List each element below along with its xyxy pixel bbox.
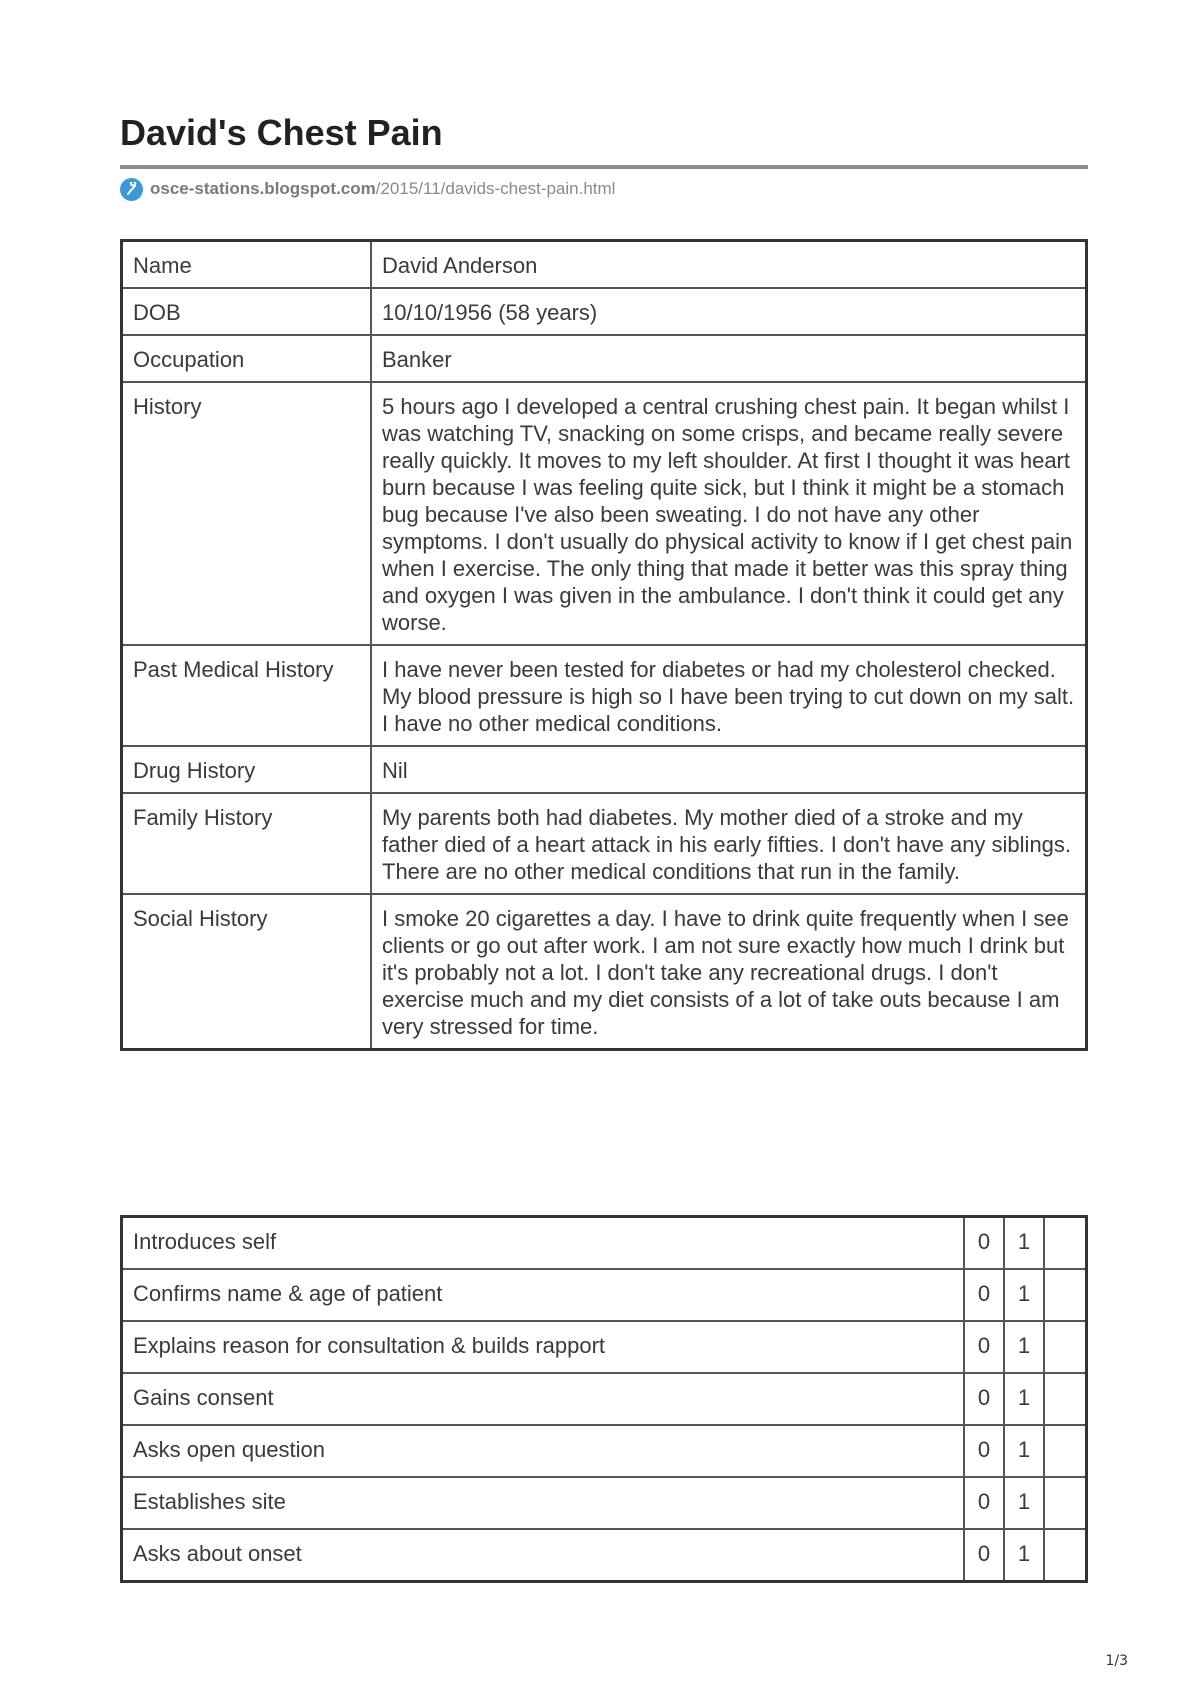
info-row (122, 288, 1087, 335)
page-number: 1/3 (1105, 1653, 1128, 1669)
checklist-item: Introduces self (122, 1217, 965, 1270)
score-zero[interactable]: 0 (964, 1425, 1004, 1477)
score-zero[interactable]: 0 (964, 1321, 1004, 1373)
info-row (122, 241, 1087, 289)
source-domain[interactable]: osce-stations.blogspot.com (150, 179, 376, 198)
checklist-row (122, 1529, 1087, 1582)
checklist-row (122, 1321, 1087, 1373)
score-mark-cell[interactable] (1044, 1269, 1087, 1321)
info-label: History (122, 382, 372, 645)
checklist-item: Gains consent (122, 1373, 965, 1425)
score-one[interactable]: 1 (1004, 1529, 1044, 1582)
score-one[interactable]: 1 (1004, 1477, 1044, 1529)
info-value: Nil (371, 746, 1087, 793)
info-label: Family History (122, 793, 372, 894)
page-title: David's Chest Pain (120, 112, 443, 153)
info-value: Banker (371, 335, 1087, 382)
score-zero[interactable]: 0 (964, 1477, 1004, 1529)
checklist-item: Confirms name & age of patient (122, 1269, 965, 1321)
checklist-row (122, 1425, 1087, 1477)
score-zero[interactable]: 0 (964, 1269, 1004, 1321)
score-mark-cell[interactable] (1044, 1425, 1087, 1477)
link-icon (120, 178, 143, 201)
score-one[interactable]: 1 (1004, 1373, 1044, 1425)
info-label: DOB (122, 288, 372, 335)
info-value: David Anderson (371, 241, 1087, 289)
info-label: Social History (122, 894, 372, 1050)
info-row (122, 746, 1087, 793)
info-value: I have never been tested for diabetes or had my cholesterol checked. My blood pressure is high so I have been trying to cut down on my salt. I have no other medical conditions. (371, 645, 1087, 746)
checklist-item: Asks about onset (122, 1529, 965, 1582)
info-row (122, 382, 1087, 645)
info-label: Occupation (122, 335, 372, 382)
source-link[interactable] (120, 177, 615, 201)
score-one[interactable]: 1 (1004, 1321, 1044, 1373)
score-mark-cell[interactable] (1044, 1477, 1087, 1529)
source-path[interactable]: /2015/11/davids-chest-pain.html (375, 179, 616, 198)
score-zero[interactable]: 0 (964, 1373, 1004, 1425)
checklist-row (122, 1269, 1087, 1321)
info-value: My parents both had diabetes. My mother died of a stroke and my father died of a heart attack in his early fifties. I don't have any siblings. There are no other medical conditions that run in the family. (371, 793, 1087, 894)
checklist-row (122, 1217, 1087, 1270)
score-zero[interactable]: 0 (964, 1529, 1004, 1582)
score-mark-cell[interactable] (1044, 1529, 1087, 1582)
info-value: 10/10/1956 (58 years) (371, 288, 1087, 335)
score-one[interactable]: 1 (1004, 1217, 1044, 1270)
info-row (122, 335, 1087, 382)
info-row (122, 793, 1087, 894)
info-row (122, 894, 1087, 1050)
checklist-row (122, 1373, 1087, 1425)
checklist-item: Establishes site (122, 1477, 965, 1529)
info-label: Past Medical History (122, 645, 372, 746)
score-mark-cell[interactable] (1044, 1321, 1087, 1373)
score-one[interactable]: 1 (1004, 1269, 1044, 1321)
marking-checklist-table (120, 1215, 1088, 1583)
info-value: 5 hours ago I developed a central crushing chest pain. It began whilst I was watching TV, snacking on some crisps, and became really severe really quickly. It moves to my left shoulder. At first I thought it was heart burn because I was feeling quite sick, but I think it might be a stomach bug because I've also been sweating. I do not have any other symptoms. I don't usually do physical activity to know if I get chest pain when I exercise. The only thing that made it better was this spray thing and oxygen I was given in the ambulance. I don't think it could get any worse. (371, 382, 1087, 645)
score-mark-cell[interactable] (1044, 1373, 1087, 1425)
score-one[interactable]: 1 (1004, 1425, 1044, 1477)
checklist-item: Asks open question (122, 1425, 965, 1477)
info-label: Drug History (122, 746, 372, 793)
info-label: Name (122, 241, 372, 289)
info-value: I smoke 20 cigarettes a day. I have to drink quite frequently when I see clients or go out after work. I am not sure exactly how much I drink but it's probably not a lot. I don't take any recreational drugs. I don't exercise much and my diet consists of a lot of take outs because I am very stressed for time. (371, 894, 1087, 1050)
title-divider (120, 165, 1088, 169)
info-row (122, 645, 1087, 746)
score-mark-cell[interactable] (1044, 1217, 1087, 1270)
checklist-item: Explains reason for consultation & builds rapport (122, 1321, 965, 1373)
score-zero[interactable]: 0 (964, 1217, 1004, 1270)
checklist-row (122, 1477, 1087, 1529)
patient-info-table (120, 239, 1088, 1051)
